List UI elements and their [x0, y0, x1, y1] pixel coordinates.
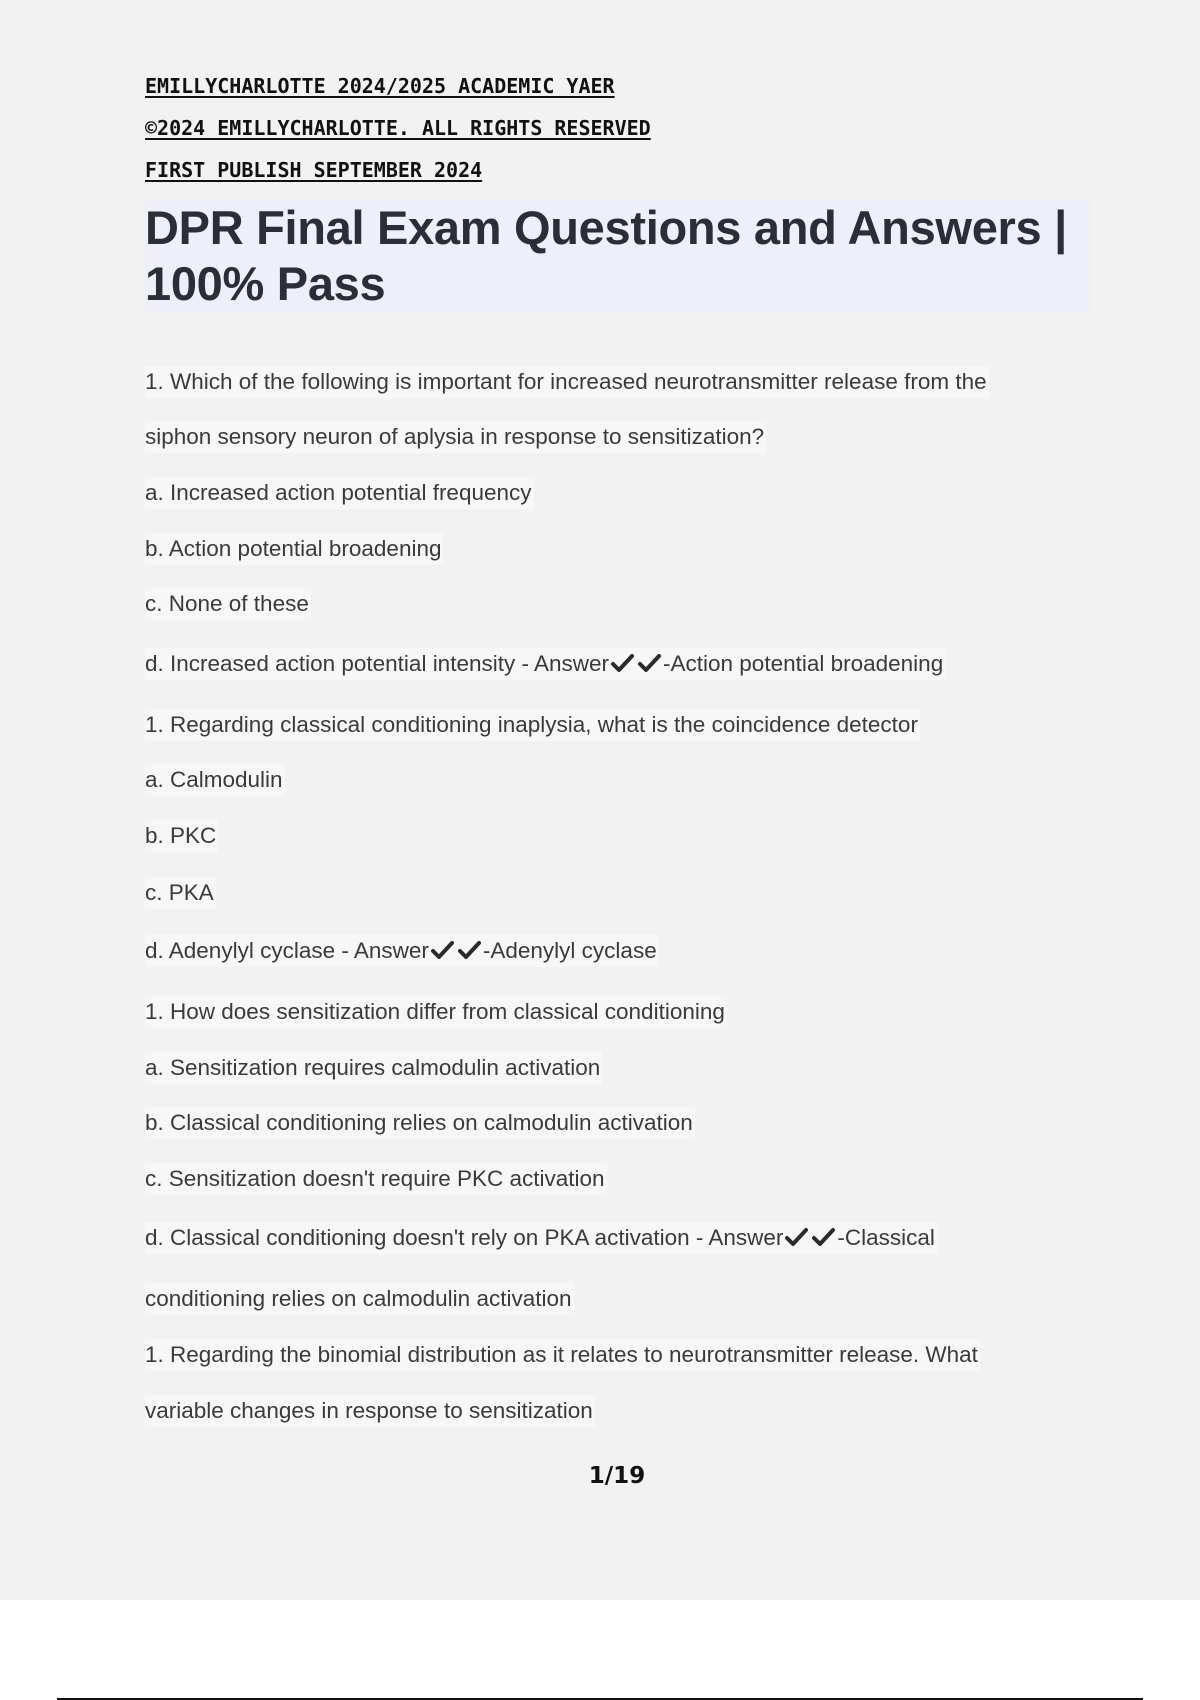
header-first-publish: FIRST PUBLISH SEPTEMBER 2024: [145, 158, 483, 182]
check-mark-icon: [637, 651, 662, 673]
question-1-text-line-2: siphon sensory neuron of aplysia in response to sensitization?: [145, 421, 766, 453]
check-mark-icon: [610, 651, 635, 673]
question-1-option-b: b. Action potential broadening: [145, 533, 443, 565]
question-3-answer-line-2: conditioning relies on calmodulin activation: [145, 1283, 574, 1315]
question-1-text-line-1: 1. Which of the following is important for increased neurotransmitter release from the: [145, 366, 989, 398]
question-4-text-line-1: 1. Regarding the binomial distribution as it relates to neurotransmitter release. What: [145, 1339, 980, 1371]
question-2-option-d-answer: [145, 935, 659, 967]
question-3-option-d-text: d. Classical conditioning doesn't rely on PKA activation - Answer: [145, 1225, 784, 1250]
question-3-option-a: a. Sensitization requires calmodulin activation: [145, 1052, 602, 1084]
check-mark-icon: [430, 938, 455, 960]
question-2-option-b: b. PKC: [145, 820, 218, 852]
header-academic-year: EMILLYCHARLOTTE 2024/2025 ACADEMIC YAER: [145, 74, 615, 98]
question-2-text-line-1: 1. Regarding classical conditioning inaplysia, what is the coincidence detector: [145, 709, 920, 741]
question-4-text-line-2: variable changes in response to sensitization: [145, 1395, 595, 1427]
question-2-answer-text: -Adenylyl cyclase: [482, 938, 657, 963]
question-1-answer-text: -Action potential broadening: [663, 651, 944, 676]
question-1-option-c: c. None of these: [145, 588, 311, 620]
question-2-option-d-text: d. Adenylyl cyclase - Answer: [145, 938, 429, 963]
question-3-option-c: c. Sensitization doesn't require PKC activation: [145, 1163, 607, 1195]
question-2-option-a: a. Calmodulin: [145, 764, 285, 796]
check-mark-icon: [784, 1225, 809, 1247]
header-copyright: ©2024 EMILLYCHARLOTTE. ALL RIGHTS RESERVED: [145, 116, 651, 140]
question-3-option-d-answer: [145, 1222, 937, 1254]
question-1-option-a: a. Increased action potential frequency: [145, 477, 534, 509]
question-1-option-d-answer: [145, 648, 945, 680]
check-mark-icon: [457, 938, 482, 960]
question-1-option-d-text: d. Increased action potential intensity - Answer: [145, 651, 610, 676]
question-3-text-line-1: 1. How does sensitization differ from classical conditioning: [145, 996, 727, 1028]
document-title: DPR Final Exam Questions and Answers | 100% Pass: [145, 200, 1090, 312]
question-3-answer-text: -Classical: [837, 1225, 935, 1250]
page-number: 1/19: [588, 1463, 646, 1489]
check-mark-icon: [811, 1225, 836, 1247]
question-3-option-b: b. Classical conditioning relies on calmodulin activation: [145, 1107, 695, 1139]
question-2-option-c: c. PKA: [145, 877, 216, 909]
